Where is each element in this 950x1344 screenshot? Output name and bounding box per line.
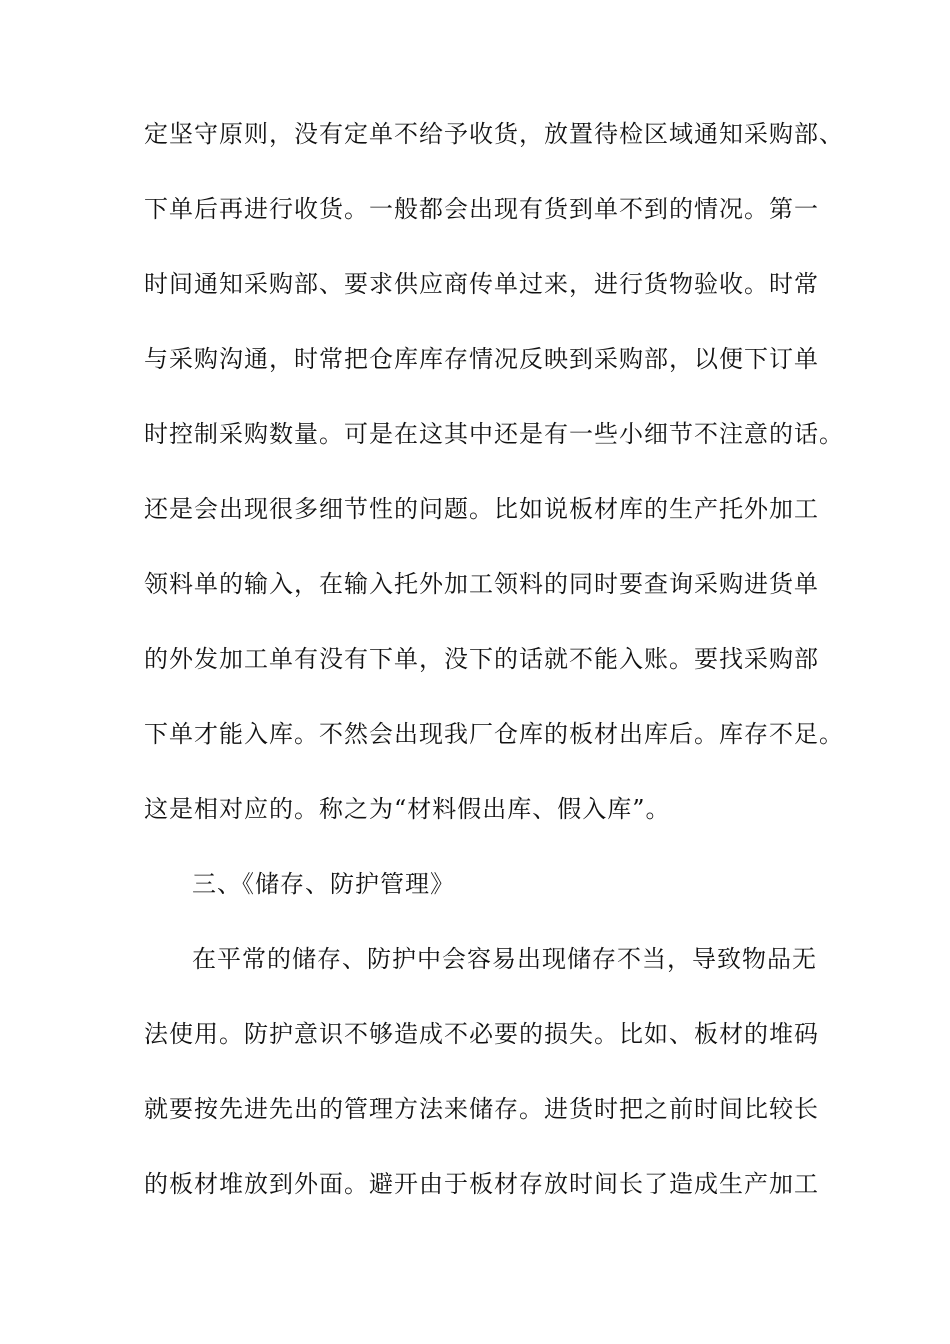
body-text [144, 106, 844, 1231]
text-line: 的外发加工单有没有下单，没下的话就不能入账。要找采购部 [144, 645, 819, 673]
text-line: 时间通知采购部、要求供应商传单过来，进行货物验收。时常 [144, 270, 819, 298]
text-line: 的板材堆放到外面。避开由于板材存放时间长了造成生产加工 [144, 1170, 819, 1198]
text-line: 定坚守原则，没有定单不给予收货，放置待检区域通知采购部、 [144, 120, 844, 148]
section-heading: 三、《储存、防护管理》 [192, 870, 455, 898]
text-line: 法使用。防护意识不够造成不必要的损失。比如、板材的堆码 [144, 1020, 819, 1048]
text-line: 领料单的输入，在输入托外加工领料的同时要查询采购进货单 [144, 570, 819, 598]
text-line: 还是会出现很多细节性的问题。比如说板材库的生产托外加工 [144, 495, 819, 523]
text-line: 时控制采购数量。可是在这其中还是有一些小细节不注意的话。 [144, 420, 844, 448]
text-line: 这是相对应的。称之为“材料假出库、假入库”。 [144, 795, 671, 823]
paragraph-first-line: 在平常的储存、防护中会容易出现储存不当，导致物品无 [192, 945, 817, 973]
text-line: 就要按先进先出的管理方法来储存。进货时把之前时间比较长 [144, 1095, 819, 1123]
text-line: 与采购沟通，时常把仓库库存情况反映到采购部，以便下订单 [144, 345, 819, 373]
text-line: 下单才能入库。不然会出现我厂仓库的板材出库后。库存不足。 [144, 720, 844, 748]
text-line: 下单后再进行收货。一般都会出现有货到单不到的情况。第一 [144, 195, 819, 223]
